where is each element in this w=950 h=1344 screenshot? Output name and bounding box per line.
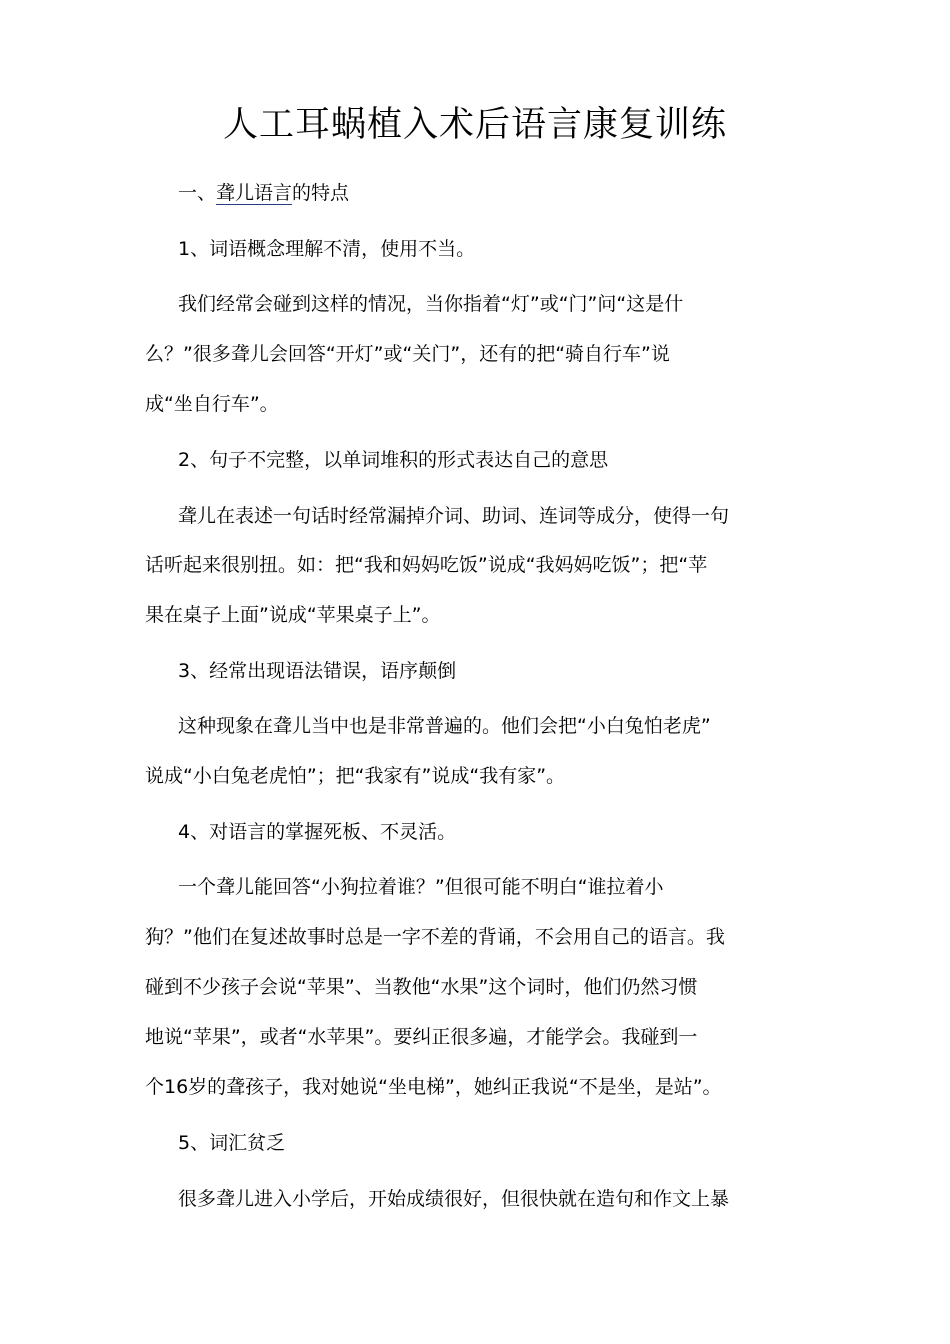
section-heading-prefix: 一、 (178, 182, 217, 204)
document-title: 人工耳蜗植入术后语言康复训练 (222, 105, 727, 145)
paragraph-line: 狗？”他们在复述故事时总是一字不差的背诵，不会用自己的语言。我 (145, 926, 725, 948)
section-heading-suffix: 的特点 (292, 182, 350, 204)
subheading-3: 3、经常出现语法错误，语序颠倒 (178, 660, 457, 682)
paragraph-line: 个16岁的聋孩子，我对她说“坐电梯”，她纠正我说“不是坐，是站”。 (145, 1076, 722, 1098)
paragraph-line: 说成“小白兔老虎怕”；把“我家有”说成“我有家”。 (145, 765, 566, 787)
section-heading-underlined-term: 聋儿语言 (216, 182, 293, 204)
paragraph-line: 成“坐自行车”。 (145, 393, 279, 415)
paragraph-line: 聋儿在表述一句话时经常漏掉介词、助词、连词等成分，使得一句 (178, 505, 730, 527)
paragraph-line: 么？”很多聋儿会回答“开灯”或“关门”，还有的把“骑自行车”说 (145, 343, 670, 365)
paragraph-line: 地说“苹果”，或者“水苹果”。要纠正很多遍，才能学会。我碰到一 (145, 1026, 698, 1048)
subheading-5: 5、词汇贫乏 (178, 1132, 286, 1154)
paragraph-line: 话听起来很别扭。如：把“我和妈妈吃饭”说成“我妈妈吃饭”；把“苹 (145, 554, 708, 576)
paragraph-line: 果在桌子上面”说成“苹果桌子上”。 (145, 604, 441, 626)
section-heading-1 (178, 179, 349, 207)
paragraph-line: 这种现象在聋儿当中也是非常普遍的。他们会把“小白兔怕老虎” (178, 715, 711, 737)
paragraph-line: 我们经常会碰到这样的情况，当你指着“灯”或“门”问“这是什 (178, 293, 684, 315)
paragraph-line: 很多聋儿进入小学后，开始成绩很好，但很快就在造句和作文上暴 (178, 1188, 730, 1210)
subheading-1: 1、词语概念理解不清，使用不当。 (178, 238, 476, 260)
subheading-2: 2、句子不完整，以单词堆积的形式表达自己的意思 (178, 449, 609, 471)
subheading-4: 4、对语言的掌握死板、不灵活。 (178, 821, 457, 843)
paragraph-line: 一个聋儿能回答“小狗拉着谁？”但很可能不明白“谁拉着小 (178, 876, 664, 898)
paragraph-line: 碰到不少孩子会说“苹果”、当教他“水果”这个词时，他们仍然习惯 (145, 976, 698, 998)
